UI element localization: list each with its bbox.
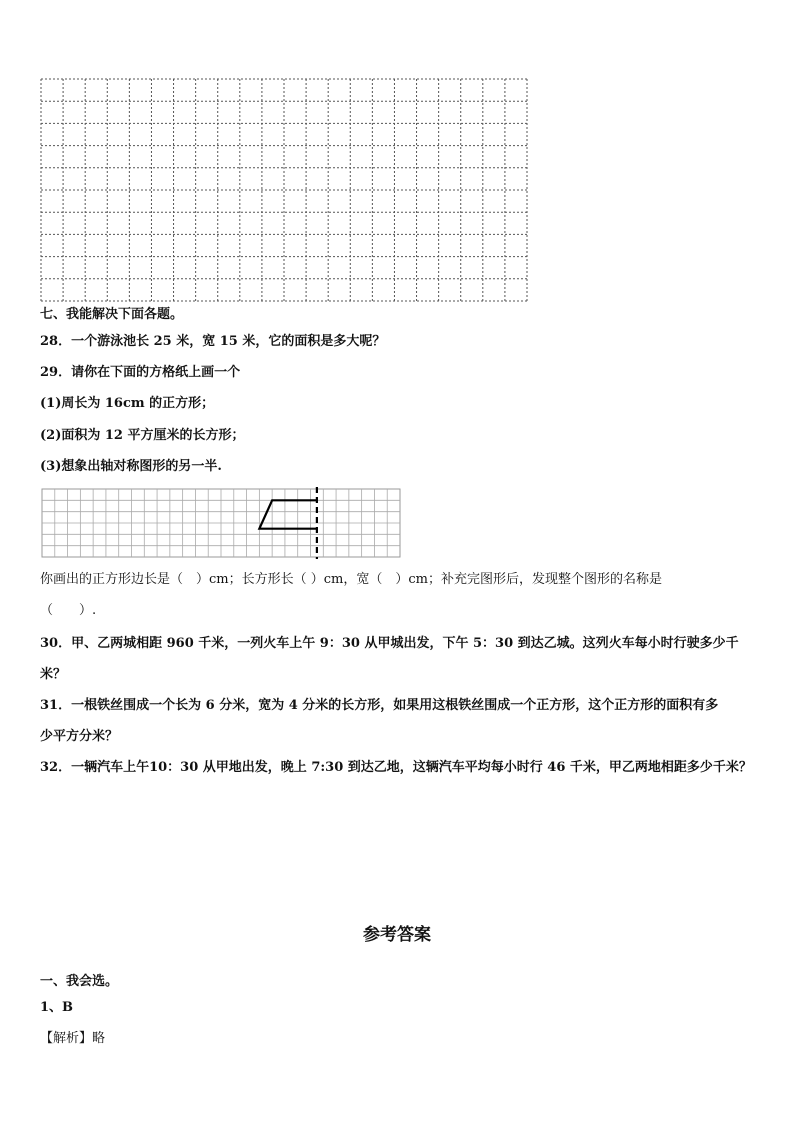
section-7-title: 七、我能解决下面各题。 — [40, 307, 184, 322]
question-32: 32．一辆汽车上午10：30 从甲地出发，晚上 7:30 到达乙地，这辆汽车平均每小时行 46 千米，甲乙两地相距多少千米？ — [40, 760, 752, 775]
answer-1-explanation: 【解析】略 — [40, 1031, 106, 1046]
question-31-line-2: 少平方分米？ — [40, 729, 119, 744]
question-31-line-1: 31．一根铁丝围成一个长为 6 分米，宽为 4 分米的长方形，如果用这根铁丝围成一个正方形，这个正方形的面积有多 — [40, 698, 719, 713]
question-29-intro: 29．请你在下面的方格纸上画一个 — [40, 365, 241, 380]
answers-heading: 参考答案 — [363, 925, 431, 945]
top-grid-paper — [40, 78, 528, 302]
question-29-part-2: (2)面积为 12 平方厘米的长方形； — [40, 428, 245, 443]
question-29-fill-line-2: （ ）. — [40, 603, 97, 618]
question-30-line-1: 30．甲、乙两城相距 960 千米，一列火车上午 9：30 从甲城出发，下午 5：30 到达乙城。这列火车每小时行驶多少千 — [40, 636, 739, 651]
question-29-part-1: (1)周长为 16cm 的正方形； — [40, 396, 215, 411]
question-28: 28．一个游泳池长 25 米，宽 15 米，它的面积是多大呢？ — [40, 334, 386, 349]
symmetry-grid-paper — [40, 487, 402, 559]
answer-section-1: 一、我会选。 — [40, 974, 119, 989]
half-figure — [259, 500, 317, 528]
question-29-part-3: (3)想象出轴对称图形的另一半. — [40, 459, 222, 474]
question-30-line-2: 米？ — [40, 667, 67, 682]
answer-1: 1、B — [40, 1000, 74, 1015]
question-29-fill-line-1: 你画出的正方形边长是（ ）cm；长方形长（ ）cm，宽（ ）cm；补充完图形后，发现整个图形的名称是 — [40, 572, 662, 587]
